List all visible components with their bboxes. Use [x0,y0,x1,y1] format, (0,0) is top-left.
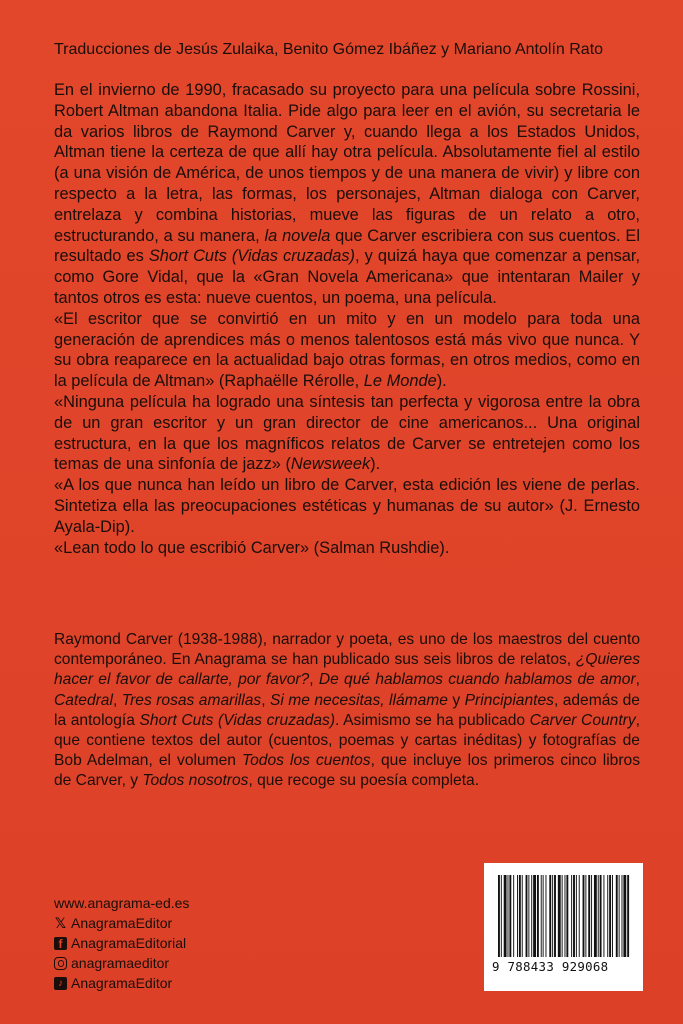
barcode-bar [517,875,518,957]
barcode-bar [579,875,580,957]
barcode-bar [573,875,575,957]
barcode-bar [533,875,536,957]
social-links [54,893,189,993]
barcode-bar [501,875,502,957]
quote-ayala-dip: «A los que nunca han leído un libro de Carver, esta edición les viene de perlas. Sintetiza ella las preocupaciones estéticas y humanas de su autor» (J. Ernesto Ayala-Dip). [54,476,640,536]
tiktok-link[interactable] [54,973,189,993]
barcode-bar [531,875,532,957]
barcode-bar [576,875,577,957]
barcode-bar [526,875,528,957]
author-bio-text: Raymond Carver (1938-1988), narrador y poeta, es uno de los maestros del cuento contemporáneo. En Anagrama se han publicado sus seis libros de relatos, ¿Quieres hacer el favor de callarte, por favor?, De qué hablamos cuando hablamos de amor, Catedral, Tres rosas amarillas, Si me necesitas, llámame y Principiantes, además de la antología Short Cuts (Vidas cruzadas). Asimismo se ha publicado Carver Country, que contiene textos del autor (cuentos, poemas y cartas inéditas) y fotografías de Bob Adelman, el volumen Todos los cuentos, que incluye los primeros cinco libros de Carver, y Todos nosotros, que recoge su poesía completa. [54,631,641,790]
barcode-bar [508,875,509,957]
barcode-bar [541,875,542,957]
blurb-paragraph: En el invierno de 1990, fracasado su proyecto para una película sobre Rossini, Robert Altman abandona Italia. Pide algo para leer en el avión, su secretaria le da varios libros de Raymond Carver y, cuando llega a los Estados Unidos, Altman tiene la certeza de que allí hay otra película. Absolutamente fiel al estilo (a una visión de América, de unos tiempos y de una manera de vivir) y libre con respecto a la letra, las formas, los personajes, Altman dialoga con Carver, entrelaza y combina historias, mueve las figuras de un relato a otro, estructurando, a su manera, la novela que Carver escribiera con sus cuentos. El resultado es Short Cuts (Vidas cruzadas), y quizá haya que comenzar a pensar, como Gore Vidal, que la «Gran Novela Americana» que intentaran Mailer y tantos otros es esta: nueve cuentos, un poema, una película. [54,81,640,307]
quote-rushdie: «Lean todo lo que escribió Carver» (Salman Rushdie). [54,538,450,557]
website-link[interactable] [54,893,189,913]
facebook-link[interactable] [54,933,189,953]
barcode-bar [603,875,604,957]
instagram-handle: anagramaeditor [71,955,170,971]
barcode-bar [549,875,551,957]
barcode-bar [566,875,568,957]
instagram-link[interactable] [54,953,189,973]
barcode-bar [552,875,553,957]
x-logo-icon: 𝕏 [54,914,67,931]
facebook-handle: AnagramaEditorial [71,935,187,951]
barcode-bar [554,875,556,957]
barcode-bar [498,875,500,957]
barcode-bar [513,875,514,957]
barcode-bar [594,875,597,957]
barcode-bar [623,875,626,957]
barcode-bar [583,875,585,957]
x-handle: AnagramaEditor [71,915,173,931]
barcode-bar [558,875,561,957]
quote-newsweek: «Ninguna película ha logrado una síntesis tan perfecta y vigorosa entre la obra de un gran escritor y un gran director de cine americanos... Una original estructura, en la que los magníficos relatos de Carver se entretejen como los temas de una sinfonía de jazz» (Newsweek). [54,392,640,474]
barcode-bar [509,875,511,957]
instagram-logo-icon [54,957,67,970]
barcode-bar [619,875,620,957]
tiktok-logo-icon: ♪ [54,977,67,990]
barcode-bars [496,875,631,957]
barcode-bar [519,875,521,957]
barcode-bar [600,875,602,957]
isbn-number: 9 788433 929068 [492,959,609,974]
barcode-bar [537,875,539,957]
barcode-bar [616,875,618,957]
barcode-bar [585,875,586,957]
barcode-bar [598,875,599,957]
translators-credit: Traducciones de Jesús Zulaika, Benito Gómez Ibáñez y Mariano Antolín Rato [54,41,604,58]
barcode-bar [562,875,563,957]
barcode-bar [612,875,613,957]
author-bio [54,630,640,792]
website-text: www.anagrama-ed.es [54,895,190,911]
barcode-bar [528,875,529,957]
barcode-bar [607,875,608,957]
x-link[interactable] [54,913,189,933]
barcode-bar [546,875,547,957]
barcode-bar [622,875,623,957]
barcode-bar [609,875,611,957]
barcode-bar [591,875,592,957]
quote-le-monde: «El escritor que se convirtió en un mito y en un modelo para toda una generación de aprendices más o menos talentosos está más vivo que nunca. Y su obra reaparece en la actualidad bajo otras formas, en otros medios, como en la película de Altman» (Raphaëlle Rérolle, Le Monde). [54,309,640,391]
barcode-bar [522,875,523,957]
blurb [54,80,640,558]
barcode-bar [627,875,629,957]
facebook-logo-icon: f [54,937,67,950]
barcode-bar [504,875,507,957]
tiktok-handle: AnagramaEditor [71,975,173,991]
barcode [484,863,643,991]
barcode-bar [588,875,590,957]
barcode-bar [565,875,566,957]
barcode-bar [543,875,544,957]
barcode-bar [571,875,572,957]
